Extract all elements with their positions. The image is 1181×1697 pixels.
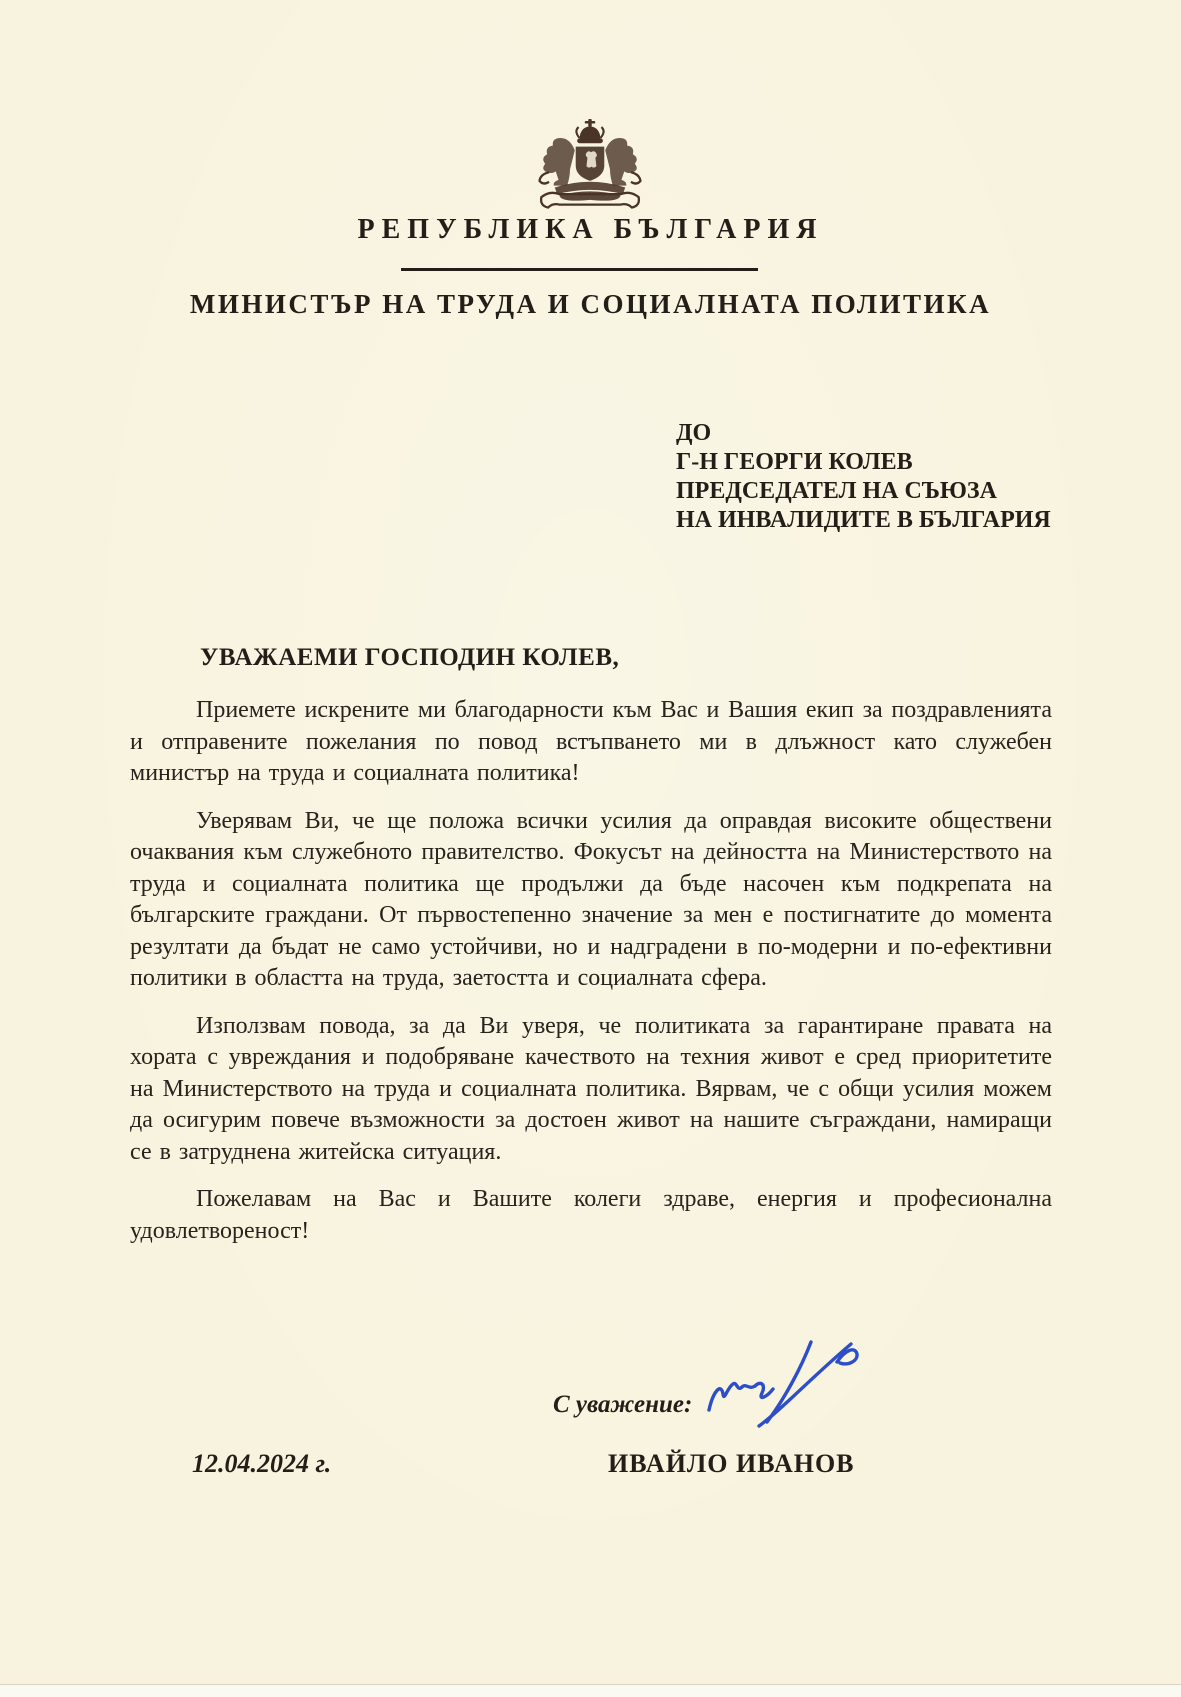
paragraph-thanks: Приемете искрените ми благодарности към Вас и Вашия екип за поздравленията и отправените пожелания по повод встъпването ми в длъжност като служебен министър на труда и социалната политика! [130, 697, 1052, 786]
paragraph-disability-policy: Използвам повода, за да Ви уверя, че политиката за гарантиране правата на хората с увреждания и подобряване качеството на техния живот е сред приоритетите на Министерството на труда и социалната политика. Вярвам, че с общи усилия можем да осигурим повече възможности за достоен живот на нашите съграждани, намиращи се в затруднена житейска ситуация. [130, 1012, 1052, 1165]
handwritten-signature-icon [698, 1336, 870, 1446]
letterhead-office-title: МИНИСТЪР НА ТРУДА И СОЦИАЛНАТА ПОЛИТИКА [189, 289, 992, 319]
letter-date: 12.04.2024 г. [192, 1449, 332, 1478]
letterhead-country-title: РЕПУБЛИКА БЪЛГАРИЯ [357, 214, 824, 245]
scan-edge [0, 1684, 1181, 1697]
header-divider [401, 268, 758, 271]
signatory-name: ИВАЙЛО ИВАНОВ [608, 1449, 855, 1478]
recipient-line-title: ПРЕДСЕДАТЕЛ НА СЪЮЗА [676, 478, 997, 504]
salutation: УВАЖАЕМИ ГОСПОДИН КОЛЕВ, [200, 644, 620, 671]
recipient-line-name: Г-Н ГЕОРГИ КОЛЕВ [676, 449, 913, 475]
paragraph-wishes: Пожелавам на Вас и Вашите колеги здраве, енергия и професионална удовлетвореност! [130, 1186, 1052, 1244]
letter-body [130, 695, 1052, 1263]
paragraph-assurance: Уверявам Ви, че ще положа всички усилия да оправдая високите обществени очаквания към служебното правителство. Фокусът на дейността на Министерството на труда и социалната политика ще продължи да бъде насочен към подкрепата на българските граждани. От първостепенно значение за мен е постигнатите до момента резултати да бъдат не само устойчиви, но и надградени в по-модерни и по-ефективни политики в областта на труда, заетостта и социалната сфера. [130, 807, 1052, 991]
bulgaria-coat-of-arms-icon [528, 118, 652, 218]
recipient-block [676, 419, 1051, 535]
valediction: С уважение: [553, 1391, 693, 1418]
recipient-line-organization: НА ИНВАЛИДИТЕ В БЪЛГАРИЯ [676, 507, 1051, 533]
recipient-line-to: ДО [676, 420, 712, 446]
